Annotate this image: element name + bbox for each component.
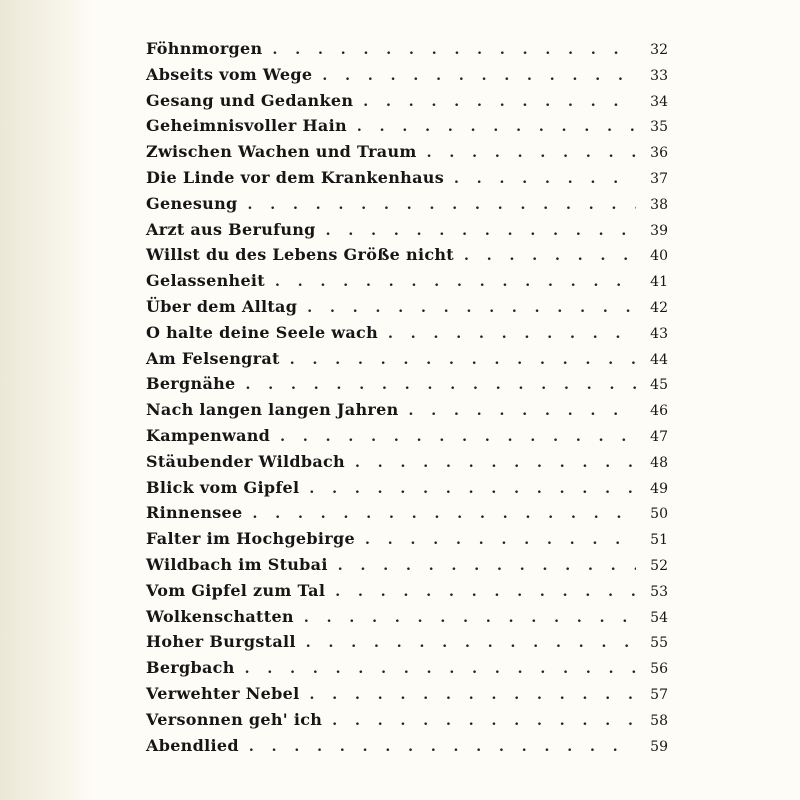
toc-entry-page-number: 39 <box>650 222 668 239</box>
toc-entry-page-number: 37 <box>650 170 668 187</box>
toc-entry-title: Föhnmorgen <box>146 39 263 58</box>
toc-entry <box>146 449 668 475</box>
toc-entry-page-number: 33 <box>650 67 668 84</box>
toc-entry-page-number: 48 <box>650 454 668 471</box>
toc-entry-title: Vom Gipfel zum Tal <box>146 580 326 600</box>
page-gutter-shadow <box>0 0 92 800</box>
toc-entry <box>146 268 668 294</box>
toc-entry <box>146 62 668 88</box>
toc-entry <box>146 371 668 397</box>
toc-entry-title: Hoher Burgstall <box>146 632 296 652</box>
toc-entry <box>146 346 668 372</box>
toc-entry-title: Versonnen geh' ich <box>146 709 323 729</box>
dot-leader <box>338 554 636 580</box>
toc-entry <box>146 113 668 139</box>
toc-entry-title: Wildbach im Stubai <box>146 554 328 574</box>
toc-entry <box>146 191 668 217</box>
dot-leader <box>332 709 636 735</box>
dot-leader <box>454 167 636 193</box>
toc-entry <box>146 88 668 114</box>
dot-leader <box>280 425 636 451</box>
toc-entry <box>146 629 668 655</box>
dot-leader <box>388 322 636 348</box>
toc-entry <box>146 320 668 346</box>
toc-entry-page-number: 38 <box>650 196 668 213</box>
toc-entry <box>146 139 668 165</box>
toc-entry <box>146 500 668 526</box>
toc-entry <box>146 552 668 578</box>
toc-entry-title: Gelassenheit <box>146 271 265 291</box>
dot-leader <box>309 477 636 503</box>
toc-entry <box>146 707 668 733</box>
toc-entry <box>146 217 668 243</box>
dot-leader <box>357 115 636 141</box>
toc-entry-page-number: 41 <box>650 274 668 291</box>
toc-entry-title: Geheimnisvoller Hain <box>146 116 347 136</box>
toc-entry-title: Rinnensee <box>146 503 243 523</box>
toc-entry <box>146 655 668 681</box>
toc-entry-page-number: 35 <box>650 119 668 136</box>
toc-entry-page-number: 36 <box>650 145 668 162</box>
toc-entry-title: Abendlied <box>146 735 239 755</box>
toc-entry-page-number: 53 <box>650 583 668 600</box>
toc-entry-title: Blick vom Gipfel <box>146 477 300 497</box>
toc-entry-page-number: 54 <box>650 609 668 626</box>
toc-entry-page-number: 45 <box>650 377 668 394</box>
toc-entry-title: Abseits vom Wege <box>146 64 313 84</box>
dot-leader <box>272 38 636 64</box>
toc-entry <box>146 604 668 630</box>
dot-leader <box>365 528 636 554</box>
dot-leader <box>275 270 636 296</box>
dot-leader <box>290 348 636 374</box>
toc-entry-title: Gesang und Gedanken <box>146 90 354 110</box>
toc-entry <box>146 578 668 604</box>
toc-entry <box>146 475 668 501</box>
dot-leader <box>363 90 636 116</box>
toc-entry-page-number: 32 <box>650 42 668 58</box>
toc-entry <box>146 681 668 707</box>
toc-entry-page-number: 34 <box>650 93 668 110</box>
toc-entry-page-number: 44 <box>650 351 668 368</box>
toc-entry-title: Die Linde vor dem Krankenhaus <box>146 167 445 187</box>
toc-entry-title: Falter im Hochgebirge <box>146 529 355 549</box>
toc-entry <box>146 733 668 759</box>
toc-entry <box>146 36 668 62</box>
toc-entry-page-number: 58 <box>650 712 668 729</box>
toc-entry-page-number: 49 <box>650 480 668 497</box>
toc-entry-title: Am Felsengrat <box>146 348 280 368</box>
dot-leader <box>253 502 636 528</box>
dot-leader <box>335 580 636 606</box>
toc-entry-page-number: 55 <box>650 635 668 652</box>
toc-entry-page-number: 42 <box>650 299 668 316</box>
toc-entry-title: Genesung <box>146 193 238 213</box>
dot-leader <box>355 451 636 477</box>
toc-entry <box>146 242 668 268</box>
dot-leader <box>306 631 636 657</box>
dot-leader <box>409 399 636 425</box>
toc-entry-page-number: 52 <box>650 557 668 574</box>
toc-entry-title: Zwischen Wachen und Traum <box>146 142 417 162</box>
dot-leader <box>307 296 636 322</box>
toc-entry-page-number: 51 <box>650 532 668 549</box>
toc-entry-page-number: 59 <box>650 738 668 755</box>
toc-entry <box>146 526 668 552</box>
toc-entry-title: Bergbach <box>146 658 235 678</box>
toc-entry <box>146 294 668 320</box>
toc-entry-page-number: 47 <box>650 428 668 445</box>
toc-entry <box>146 423 668 449</box>
dot-leader <box>464 244 636 270</box>
toc-entry-page-number: 40 <box>650 248 668 265</box>
dot-leader <box>248 193 636 219</box>
toc-entry-title: Kampenwand <box>146 425 271 445</box>
toc-entry <box>146 165 668 191</box>
toc-entry-title: Stäubender Wildbach <box>146 451 345 471</box>
dot-leader <box>304 606 636 632</box>
toc-entry-title: Bergnähe <box>146 374 236 394</box>
toc-entry-title: Nach langen langen Jahren <box>146 400 399 420</box>
dot-leader <box>246 373 636 399</box>
dot-leader <box>245 657 636 683</box>
dot-leader <box>326 219 636 245</box>
toc-entry-title: Verwehter Nebel <box>146 683 300 703</box>
toc-entry-page-number: 56 <box>650 661 668 678</box>
dot-leader <box>309 683 636 709</box>
toc-entry-title: Willst du des Lebens Größe nicht <box>146 245 454 265</box>
table-of-contents <box>146 36 668 758</box>
toc-entry <box>146 397 668 423</box>
toc-entry-title: Wolkenschatten <box>146 606 294 626</box>
dot-leader <box>322 64 636 90</box>
toc-entry-title: Arzt aus Berufung <box>146 219 316 239</box>
dot-leader <box>249 735 636 761</box>
dot-leader <box>427 141 636 167</box>
toc-entry-page-number: 46 <box>650 403 668 420</box>
toc-entry-title: Über dem Alltag <box>146 296 298 316</box>
toc-entry-page-number: 43 <box>650 325 668 342</box>
toc-entry-page-number: 57 <box>650 686 668 703</box>
toc-entry-title: O halte deine Seele wach <box>146 322 379 342</box>
toc-entry-page-number: 50 <box>650 506 668 523</box>
